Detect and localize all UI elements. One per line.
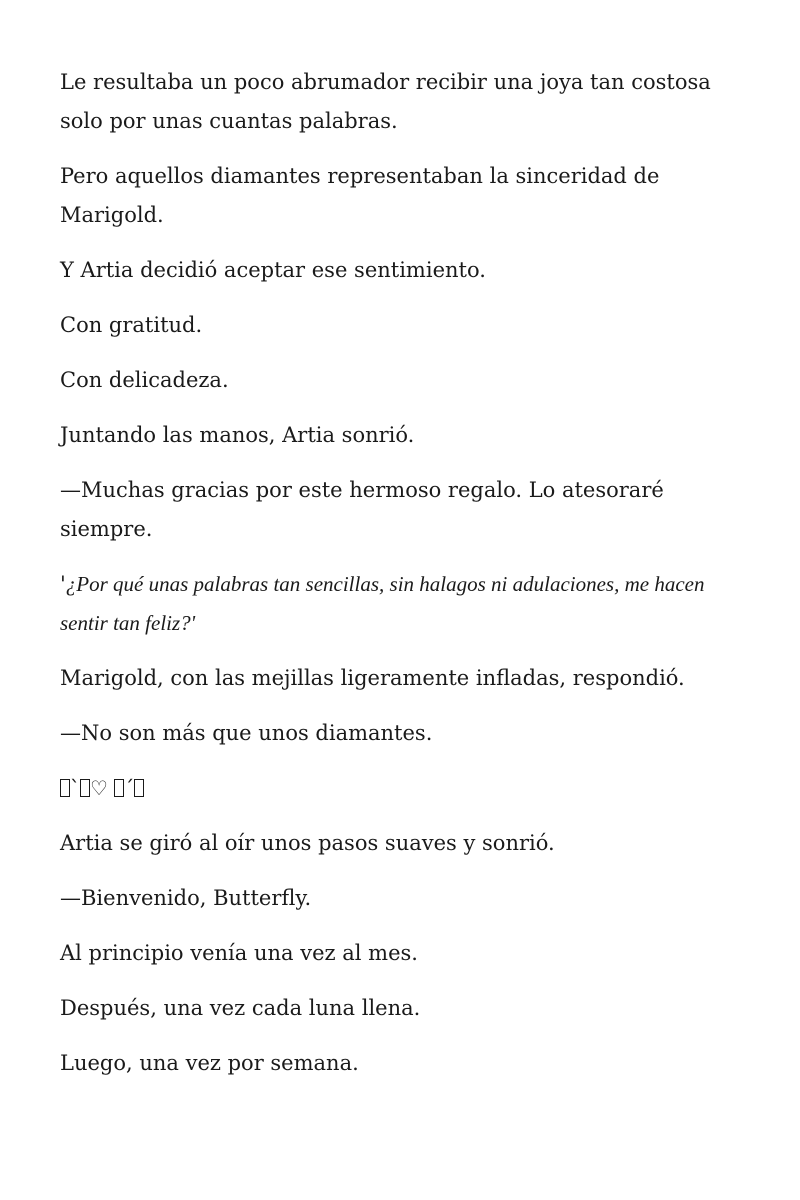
paragraph: Juntando las manos, Artia sonrió. <box>60 423 415 447</box>
thought-open-quote: ' <box>60 572 66 596</box>
paragraph: Artia se giró al oír unos pasos suaves y sonrió. <box>60 831 555 855</box>
missing-glyph-icon <box>80 779 90 797</box>
paragraph: Marigold, con las mejillas ligeramente infladas, respondió. <box>60 666 685 690</box>
paragraph: —No son más que unos diamantes. <box>60 721 433 745</box>
scene-divider <box>60 769 740 808</box>
paragraph: Después, una vez cada luna llena. <box>60 996 421 1020</box>
paragraph: Y Artia decidió aceptar ese sentimiento. <box>60 258 486 282</box>
inner-thought <box>60 565 740 643</box>
paragraph: Con gratitud. <box>60 313 203 337</box>
divider-part: ` <box>70 776 80 800</box>
missing-glyph-icon <box>134 779 144 797</box>
paragraph: Le resultaba un poco abrumador recibir una joya tan costosa solo por unas cuantas palabras. <box>60 70 711 133</box>
paragraph: Con delicadeza. <box>60 368 229 392</box>
paragraph: Luego, una vez por semana. <box>60 1051 359 1075</box>
paragraph: Pero aquellos diamantes representaban la sinceridad de Marigold. <box>60 164 660 227</box>
divider-heart: ♡ <box>90 776 115 800</box>
paragraph: —Muchas gracias por este hermoso regalo. Lo atesoraré siempre. <box>60 478 664 541</box>
document-body <box>60 63 740 1099</box>
divider-part: ´ <box>124 776 135 800</box>
missing-glyph-icon <box>114 779 124 797</box>
missing-glyph-icon <box>60 779 70 797</box>
paragraph: —Bienvenido, Butterfly. <box>60 886 312 910</box>
thought-text: ¿Por qué unas palabras tan sencillas, sin halagos ni adulaciones, me hacen sentir tan feliz?' <box>60 572 705 635</box>
paragraph: Al principio venía una vez al mes. <box>60 941 418 965</box>
